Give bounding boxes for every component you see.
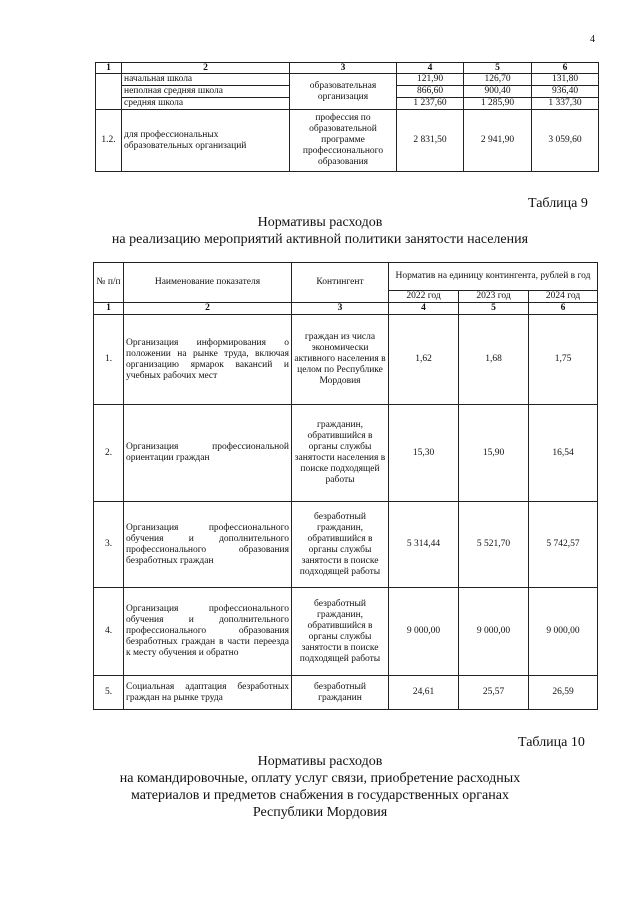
value-2023: 15,90 bbox=[459, 405, 529, 502]
index-cell: 4 bbox=[389, 303, 459, 315]
row-name: Социальная адаптация безработных граждан на рынке труда bbox=[124, 676, 292, 710]
col-contingent-header: Контингент bbox=[292, 263, 389, 303]
row-number: 1.2. bbox=[96, 110, 122, 172]
table-row bbox=[94, 676, 598, 710]
index-cell: 5 bbox=[459, 303, 529, 315]
value-2023: 900,40 bbox=[464, 86, 532, 98]
table-header-row bbox=[96, 63, 599, 74]
contingent-cell: образовательная организация bbox=[290, 74, 397, 110]
page-number: 4 bbox=[590, 34, 595, 45]
row-name: Организация профессионального обучения и дополнительного профессионального образования безработных граждан bbox=[124, 502, 292, 588]
value-2023: 1 285,90 bbox=[464, 98, 532, 110]
contingent-cell: профессия по образовательной программе профессионального образования bbox=[290, 110, 397, 172]
value-2023: 2 941,90 bbox=[464, 110, 532, 172]
row-name: неполная средняя школа bbox=[122, 86, 290, 98]
value-2024: 131,80 bbox=[532, 74, 599, 86]
index-cell: 1 bbox=[94, 303, 124, 315]
value-2022: 866,60 bbox=[397, 86, 464, 98]
table10-label: Таблица 10 bbox=[518, 735, 585, 750]
header-cell: 1 bbox=[96, 63, 122, 74]
value-2024: 1 337,30 bbox=[532, 98, 599, 110]
row-number: 4. bbox=[94, 588, 124, 676]
value-2024: 1,75 bbox=[529, 315, 598, 405]
value-2023: 25,57 bbox=[459, 676, 529, 710]
value-2022: 24,61 bbox=[389, 676, 459, 710]
index-cell: 6 bbox=[529, 303, 598, 315]
value-2024: 3 059,60 bbox=[532, 110, 599, 172]
row-name: для профессиональных образовательных организаций bbox=[122, 110, 290, 172]
table-row bbox=[94, 405, 598, 502]
row-number: 2. bbox=[94, 405, 124, 502]
index-cell: 2 bbox=[124, 303, 292, 315]
col-num-header: № п/п bbox=[94, 263, 124, 303]
value-2023: 5 521,70 bbox=[459, 502, 529, 588]
year-header: 2022 год bbox=[389, 291, 459, 303]
education-norms-table bbox=[95, 62, 599, 172]
contingent-cell: безработный гражданин bbox=[292, 676, 389, 710]
value-2022: 121,90 bbox=[397, 74, 464, 86]
header-cell: 2 bbox=[122, 63, 290, 74]
value-2022: 15,30 bbox=[389, 405, 459, 502]
table-row bbox=[94, 502, 598, 588]
value-2022: 2 831,50 bbox=[397, 110, 464, 172]
table-header-row bbox=[94, 263, 598, 291]
row-name: средняя школа bbox=[122, 98, 290, 110]
contingent-cell: гражданин, обратившийся в органы службы занятости населения в поиске подходящей работы bbox=[292, 405, 389, 502]
table10-subtitle-1: на командировочные, оплату услуг связи, приобретение расходных bbox=[119, 771, 521, 786]
contingent-cell: граждан из числа экономически активного населения в целом по Республике Мордовия bbox=[292, 315, 389, 405]
blank-cell bbox=[96, 74, 122, 110]
table9-title: Нормативы расходов bbox=[257, 215, 383, 230]
index-cell: 3 bbox=[292, 303, 389, 315]
year-header: 2023 год bbox=[459, 291, 529, 303]
row-number: 3. bbox=[94, 502, 124, 588]
col-name-header: Наименование показателя bbox=[124, 263, 292, 303]
value-2024: 26,59 bbox=[529, 676, 598, 710]
row-number: 1. bbox=[94, 315, 124, 405]
row-name: Организация профессиональной ориентации граждан bbox=[124, 405, 292, 502]
header-cell: 4 bbox=[397, 63, 464, 74]
table9-label: Таблица 9 bbox=[528, 196, 588, 211]
table10-subtitle-2: материалов и предметов снабжения в государственных органах bbox=[131, 788, 509, 803]
value-2022: 1 237,60 bbox=[397, 98, 464, 110]
table-row bbox=[94, 315, 598, 405]
contingent-cell: безработный гражданин, обратившийся в органы службы занятости в поиске подходящей работы bbox=[292, 588, 389, 676]
table10-subtitle-3: Республики Мордовия bbox=[252, 805, 388, 820]
header-cell: 6 bbox=[532, 63, 599, 74]
contingent-cell: безработный гражданин, обратившийся в органы службы занятости в поиске подходящей работы bbox=[292, 502, 389, 588]
value-2024: 16,54 bbox=[529, 405, 598, 502]
table-row bbox=[94, 588, 598, 676]
value-2022: 9 000,00 bbox=[389, 588, 459, 676]
header-cell: 3 bbox=[290, 63, 397, 74]
row-number: 5. bbox=[94, 676, 124, 710]
value-2024: 9 000,00 bbox=[529, 588, 598, 676]
row-name: Организация профессионального обучения и дополнительного профессионального образования безработных граждан в части переезда к месту обучения и обратно bbox=[124, 588, 292, 676]
row-name: начальная школа bbox=[122, 74, 290, 86]
year-header: 2024 год bbox=[529, 291, 598, 303]
col-norm-header: Норматив на единицу контингента, рублей в год bbox=[389, 263, 598, 291]
value-2022: 5 314,44 bbox=[389, 502, 459, 588]
employment-norms-table bbox=[93, 262, 598, 710]
value-2022: 1,62 bbox=[389, 315, 459, 405]
value-2024: 5 742,57 bbox=[529, 502, 598, 588]
value-2023: 126,70 bbox=[464, 74, 532, 86]
row-name: Организация информирования о положении на рынке труда, включая организацию ярмарок вакансий и учебных рабочих мест bbox=[124, 315, 292, 405]
value-2024: 936,40 bbox=[532, 86, 599, 98]
table-row bbox=[96, 110, 599, 172]
table10-title: Нормативы расходов bbox=[257, 754, 383, 769]
value-2023: 1,68 bbox=[459, 315, 529, 405]
index-row bbox=[94, 303, 598, 315]
table9-subtitle: на реализацию мероприятий активной политики занятости населения bbox=[111, 232, 529, 247]
header-cell: 5 bbox=[464, 63, 532, 74]
value-2023: 9 000,00 bbox=[459, 588, 529, 676]
table-row bbox=[96, 74, 599, 86]
